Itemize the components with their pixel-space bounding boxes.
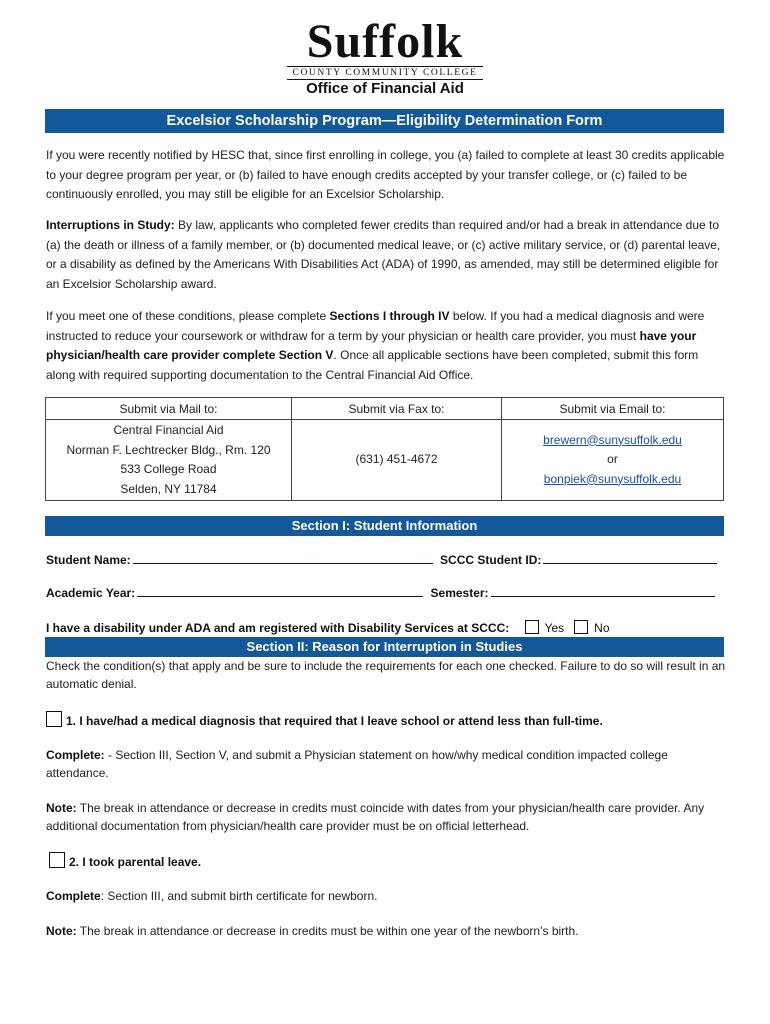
logo-wordmark: Suffolk <box>306 15 464 68</box>
academic-year-row <box>46 586 719 600</box>
instructions-physician-bold: have your physician/health care provider complete Section V <box>46 328 697 362</box>
interruptions-label: Interruptions in Study: <box>46 218 175 232</box>
academic-year-field[interactable] <box>137 586 423 597</box>
fax-number: (631) 451-4672 <box>355 452 438 467</box>
item2-complete-text: : Section III, and submit birth certificate for newborn. <box>100 889 378 903</box>
header-email: Submit via Email to: <box>502 398 724 420</box>
fax-cell <box>292 420 502 501</box>
disability-row <box>46 620 620 635</box>
logo-subtitle: COUNTY COMMUNITY COLLEGE <box>287 66 483 80</box>
instructions-part2: below. If you had a medical diagnosis and were instructed to reduce your coursework or withdraw for a term by your physician or health care provider, you must <box>46 309 705 343</box>
student-name-label: Student Name: <box>46 553 131 567</box>
semester-field[interactable] <box>491 586 715 597</box>
item1-note <box>46 799 726 835</box>
item1-complete-text: - Section III, Section V, and submit a Physician statement on how/why medical condition impacted college attendance. <box>46 748 668 780</box>
item2-complete-label: Complete <box>46 889 101 903</box>
interruptions-text: By law, applicants who completed fewer credits than required and/or had a break in attendance due to (a) the death or illness of a family member, or (b) documented medical leave, or (c) active military service, or (d) parental leave, or a disability as defined by the Americans With Disabilities Act (ADA) of 1990, as amended, may still be determined eligible for an Excelsior Scholarship award. <box>46 218 721 291</box>
mail-line: Selden, NY 11784 <box>120 481 217 496</box>
semester-label: Semester: <box>430 586 489 600</box>
item1-label: 1. I have/had a medical diagnosis that required that I leave school or attend less than full-time. <box>66 714 603 728</box>
item2-note <box>46 922 726 940</box>
section1-banner: Section I: Student Information <box>45 516 724 536</box>
item2-note-label: Note: <box>46 924 77 938</box>
submission-header-row <box>46 398 724 420</box>
instructions-paragraph <box>46 307 726 385</box>
student-name-field[interactable] <box>133 553 433 564</box>
item1-row <box>46 711 603 728</box>
parental-leave-checkbox[interactable] <box>49 852 65 868</box>
disability-no-label: No <box>594 621 610 635</box>
mail-line: Central Financial Aid <box>113 423 224 437</box>
medical-diagnosis-checkbox[interactable] <box>46 711 62 727</box>
email-link-brewern[interactable]: brewern@sunysuffolk.edu <box>543 432 682 447</box>
disability-question: I have a disability under ADA and am registered with Disability Services at SCCC: <box>46 621 510 635</box>
academic-year-label: Academic Year: <box>46 586 136 600</box>
student-name-row <box>46 553 721 567</box>
section2-banner: Section II: Reason for Interruption in Studies <box>45 637 724 657</box>
item1-note-label: Note: <box>46 801 77 815</box>
disability-yes-checkbox[interactable] <box>525 620 539 634</box>
intro-paragraph: If you were recently notified by HESC that, since first enrolling in college, you (a) failed to complete at least 30 credits applicable to your degree program per year, or (b) failed to have enough credits accepted by your transfer college, or (c) failed to be continuously enrolled, you may still be eligible for an Excelsior Scholarship. <box>46 148 725 201</box>
item1-note-text: The break in attendance or decrease in credits must coincide with dates from your physician/health care provider. Any additional documentation from physician/health care provider must be on official letterhead. <box>46 801 705 833</box>
suffolk-logo <box>283 15 487 78</box>
section2-intro: Check the condition(s) that apply and be sure to include the requirements for each one checked. Failure to do so will result in an automatic denial. <box>46 659 726 691</box>
student-id-label: SCCC Student ID: <box>440 553 542 567</box>
mail-address-cell <box>46 420 292 501</box>
student-id-field[interactable] <box>543 553 717 564</box>
header-mail: Submit via Mail to: <box>46 398 292 420</box>
form-title-banner: Excelsior Scholarship Program—Eligibility Determination Form <box>45 109 724 133</box>
disability-no-checkbox[interactable] <box>574 620 588 634</box>
submission-table <box>45 397 724 501</box>
email-link-bonpiek[interactable]: bonpiek@sunysuffolk.edu <box>543 471 682 486</box>
item2-row <box>49 852 201 869</box>
interruptions-paragraph <box>46 216 726 294</box>
office-title: Office of Financial Aid <box>306 80 464 97</box>
item1-complete <box>46 746 726 782</box>
submission-body-row <box>46 420 724 501</box>
item2-note-text: The break in attendance or decrease in credits must be within one year of the newborn’s birth. <box>76 924 579 938</box>
email-or: or <box>607 452 618 467</box>
item2-complete <box>46 887 726 905</box>
instructions-part3: . Once all applicable sections have been completed, submit this form along with required supporting documentation to the Central Financial Aid Office. <box>46 348 699 382</box>
item2-label: 2. I took parental leave. <box>69 855 202 869</box>
item1-complete-label: Complete: <box>46 748 105 762</box>
mail-line: Norman F. Lechtrecker Bldg., Rm. 120 <box>66 442 271 457</box>
email-cell <box>502 420 724 501</box>
mail-line: 533 College Road <box>120 462 217 476</box>
disability-yes-label: Yes <box>544 621 565 635</box>
header-fax: Submit via Fax to: <box>292 398 502 420</box>
instructions-sections-bold: Sections I through IV <box>329 309 450 323</box>
instructions-part1: If you meet one of these conditions, please complete <box>46 309 330 323</box>
